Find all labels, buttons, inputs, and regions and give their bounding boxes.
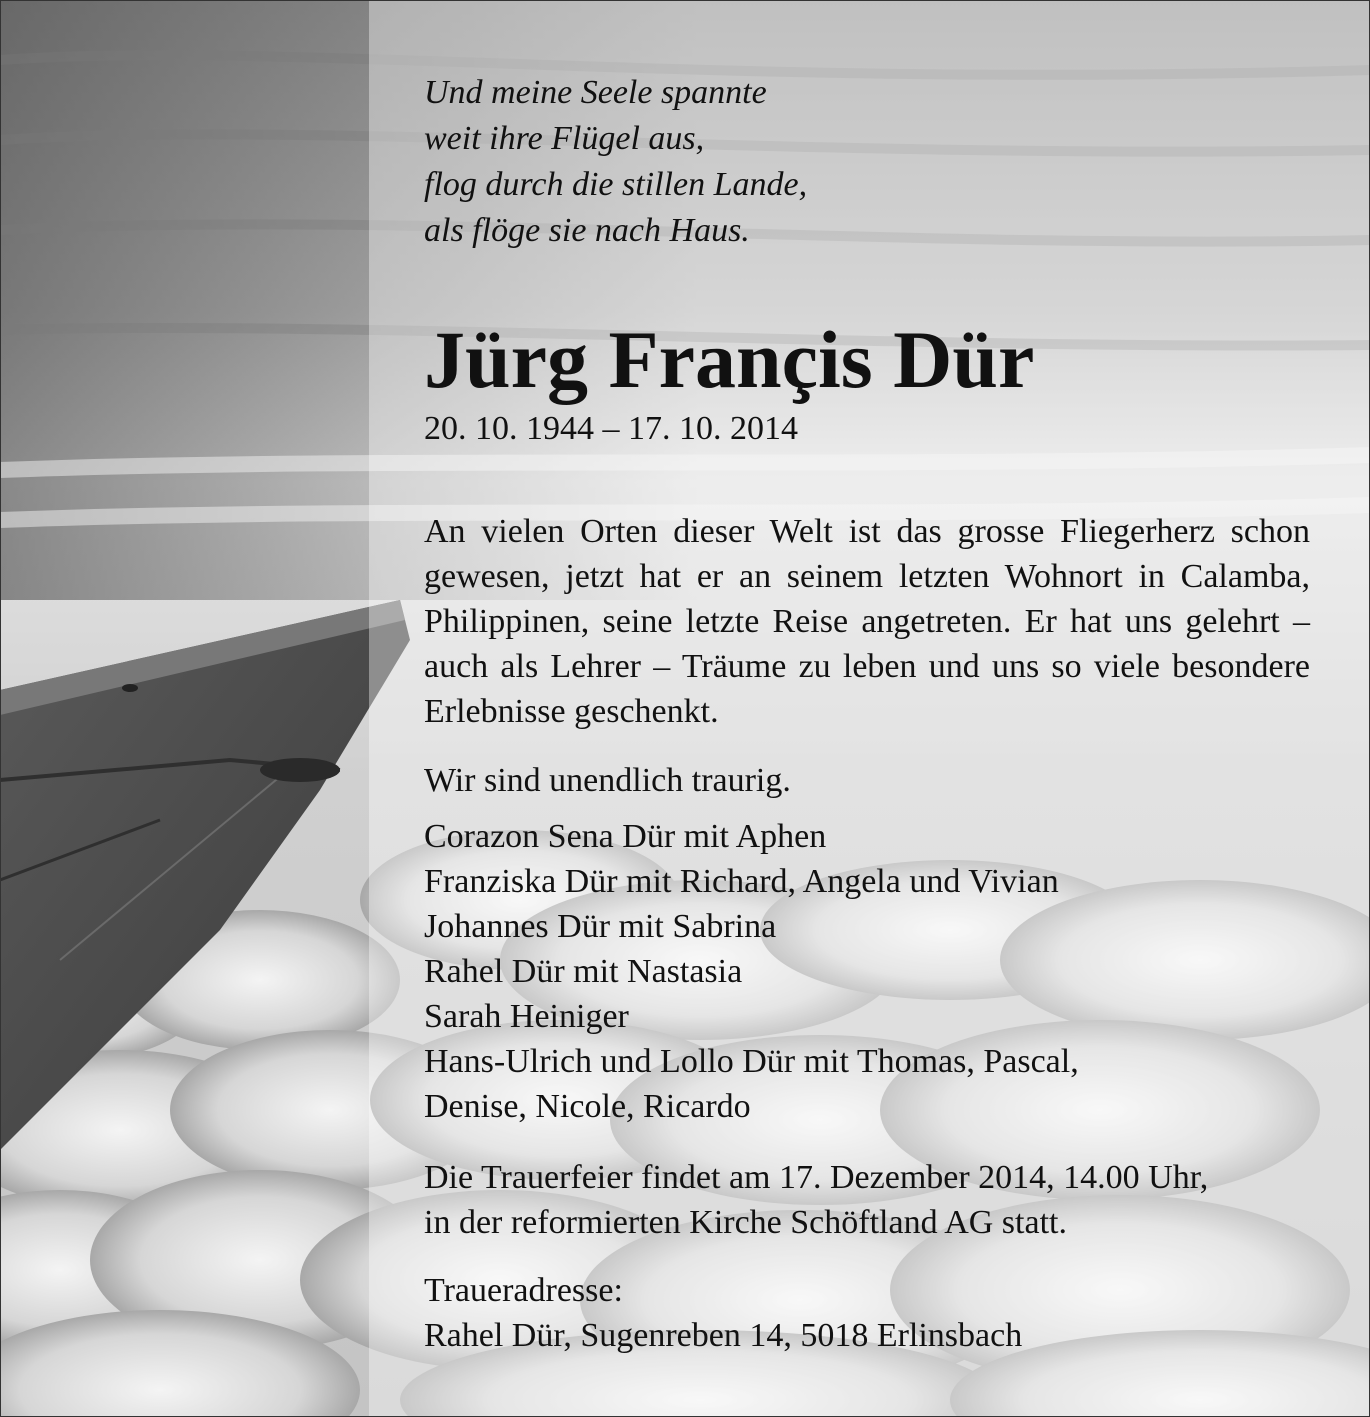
address-value: Rahel Dür, Sugenreben 14, 5018 Erlinsbach — [424, 1317, 1023, 1354]
sadness-statement — [424, 758, 1324, 803]
mourner-line: Sarah Heiniger — [424, 998, 629, 1035]
poem — [424, 70, 1124, 254]
poem-line: Und meine Seele spannte — [424, 74, 767, 111]
poem-line: weit ihre Flügel aus, — [424, 120, 705, 157]
poem-line: als flöge sie nach Haus. — [424, 212, 750, 249]
deceased-name: Jürg Françis Dür — [424, 314, 1035, 405]
ceremony-info — [424, 1155, 1324, 1245]
message-text: An vielen Orten dieser Welt ist das grosse Fliegerherz schon gewesen, jetzt hat er an seinem letzten Wohnort in Calamba, Philippinen, seine letzte Reise angetreten. Er hat uns gelehrt – auch als Lehrer – Träume zu leben und uns so viele besondere Erlebnisse geschenkt. — [424, 513, 1310, 730]
ceremony-line: in der reformierten Kirche Schöftland AG statt. — [424, 1204, 1067, 1241]
mourner-line: Johannes Dür mit Sabrina — [424, 908, 777, 945]
poem-line: flog durch die stillen Lande, — [424, 166, 808, 203]
mourner-line: Franziska Dür mit Richard, Angela und Vivian — [424, 863, 1059, 900]
address-label: Traueradresse: — [424, 1272, 623, 1309]
mourner-line: Corazon Sena Dür mit Aphen — [424, 818, 827, 855]
mourner-line: Denise, Nicole, Ricardo — [424, 1088, 751, 1125]
mourner-line: Hans-Ulrich und Lollo Dür mit Thomas, Pascal, — [424, 1043, 1079, 1080]
life-dates: 20. 10. 1944 – 17. 10. 2014 — [424, 410, 798, 447]
mourning-address — [424, 1268, 1324, 1358]
message-paragraph — [424, 509, 1310, 734]
ceremony-line: Die Trauerfeier findet am 17. Dezember 2014, 14.00 Uhr, — [424, 1159, 1209, 1196]
mourners-list — [424, 814, 1324, 1129]
sadness-text: Wir sind unendlich traurig. — [424, 762, 791, 799]
mourner-line: Rahel Dür mit Nastasia — [424, 953, 743, 990]
